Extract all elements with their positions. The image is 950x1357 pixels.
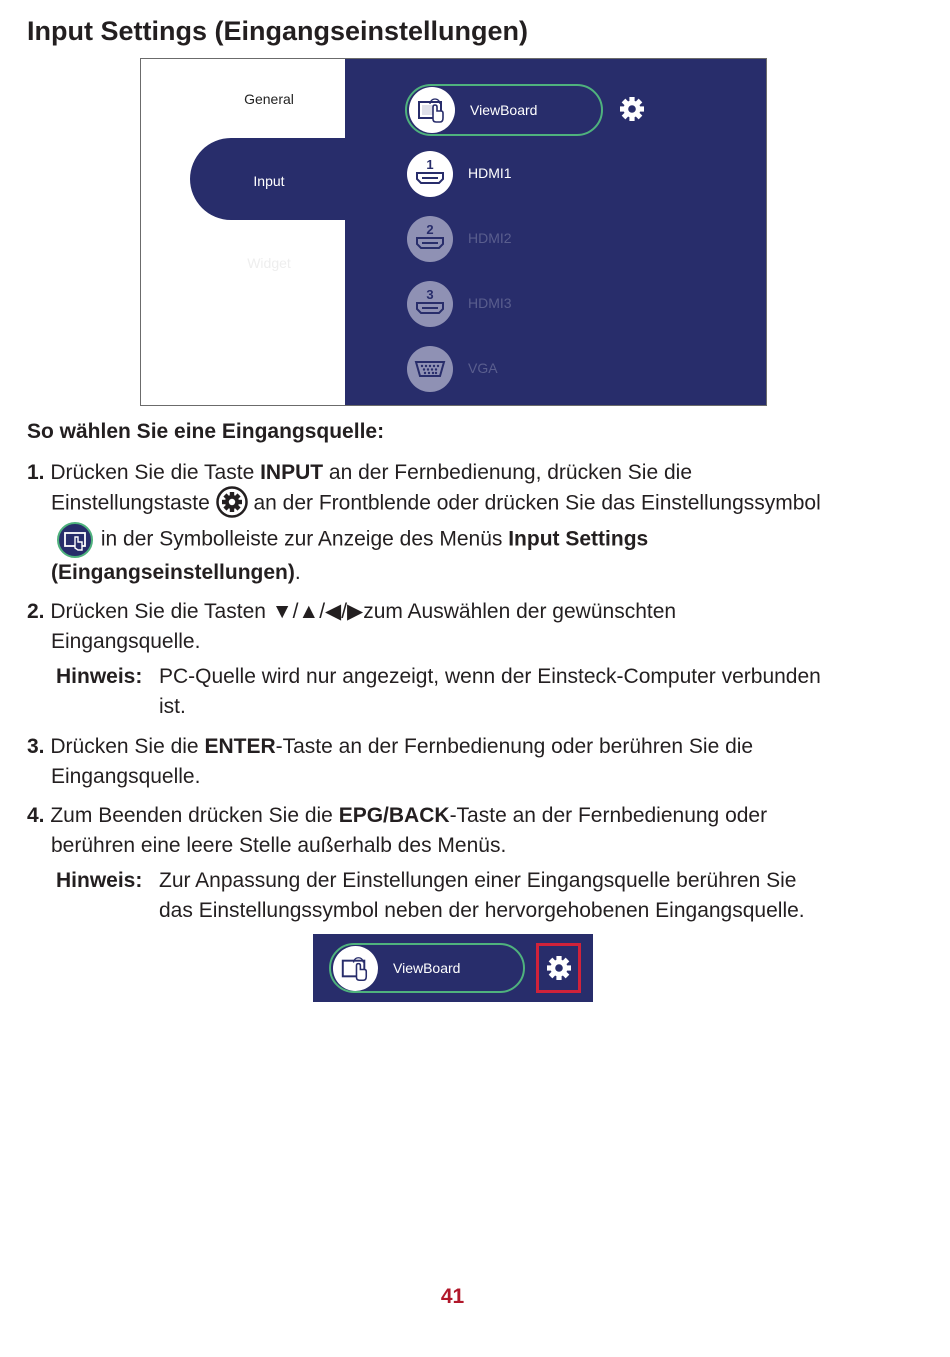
text: Drücken Sie die Taste	[50, 461, 261, 484]
note-label: Hinweis:	[56, 869, 143, 892]
hdmi-badge: 3	[426, 287, 434, 302]
tab-input[interactable]: Input	[253, 173, 285, 189]
text: in der Symbolleiste zur Anzeige des Menüs	[95, 527, 509, 551]
section-subheading: So wählen Sie eine Eingangsquelle:	[27, 420, 385, 443]
step-number: 4.	[27, 804, 45, 827]
text: an der Frontblende oder drücken Sie das Einstellungssymbol	[247, 491, 821, 515]
hdmi-icon	[407, 151, 453, 197]
key-name: INPUT	[260, 461, 324, 484]
separator: /	[319, 600, 326, 623]
step-2-line-1	[27, 597, 676, 627]
separator: /	[292, 600, 299, 623]
input-settings-screenshot	[140, 58, 767, 406]
settings-gear-icon[interactable]	[619, 96, 645, 122]
source-viewboard[interactable]	[329, 943, 525, 993]
hdmi-badge: 1	[426, 157, 434, 172]
source-label: HDMI3	[468, 295, 512, 311]
step-number: 1.	[27, 461, 45, 484]
step-number: 3.	[27, 735, 45, 758]
step-1-line-3	[51, 522, 648, 558]
source-label: VGA	[468, 360, 498, 376]
step-1-line-1	[27, 458, 692, 488]
source-hdmi1[interactable]	[405, 149, 601, 201]
text: zum Auswählen der gewünschten	[363, 600, 677, 623]
step-3-line-1	[27, 732, 753, 762]
source-label: ViewBoard	[470, 102, 538, 118]
page-number: 41	[440, 1285, 465, 1308]
viewboard-icon	[333, 946, 378, 991]
source-label: HDMI2	[468, 230, 512, 246]
key-name: ENTER	[204, 735, 276, 758]
page-title: Input Settings (Eingangseinstellungen)	[27, 16, 529, 46]
step-number: 2.	[27, 600, 45, 623]
separator: /	[341, 600, 348, 623]
arrow-down-icon: ▼	[271, 600, 293, 623]
menu-name: Input Settings	[508, 527, 649, 551]
settings-gear-icon[interactable]	[546, 955, 572, 981]
source-vga[interactable]	[405, 344, 601, 396]
source-label: ViewBoard	[393, 960, 461, 976]
settings-key-icon	[216, 486, 248, 518]
arrow-right-icon: ▶	[347, 600, 364, 623]
step-1-line-4	[51, 558, 301, 588]
text: an der Fernbedienung, drücken Sie die	[323, 461, 693, 484]
highlighted-source-screenshot	[313, 934, 593, 1002]
hdmi-icon	[407, 281, 453, 327]
step-1-line-2	[51, 488, 821, 520]
hdmi-icon	[407, 216, 453, 262]
source-hdmi2[interactable]	[405, 214, 601, 266]
tab-widget[interactable]: Widget	[247, 255, 291, 271]
text: -Taste an der Fernbedienung oder berühren Sie die	[275, 735, 754, 758]
text: Einstellungstaste	[51, 491, 216, 515]
source-hdmi3[interactable]	[405, 279, 601, 331]
step-4-line-1	[27, 801, 767, 831]
source-viewboard[interactable]	[405, 84, 603, 136]
text: Zum Beenden drücken Sie die	[50, 804, 339, 827]
note-1-line-1: PC-Quelle wird nur angezeigt, wenn der Einsteck-Computer verbunden	[159, 665, 821, 688]
note-2-line-2: das Einstellungssymbol neben der hervorgehobenen Eingangsquelle.	[159, 899, 805, 922]
text: Drücken Sie die Tasten	[50, 600, 272, 623]
tab-general[interactable]: General	[244, 91, 294, 107]
tab-shape	[141, 59, 345, 405]
note-label: Hinweis:	[56, 665, 143, 688]
viewboard-icon	[409, 87, 455, 133]
step-2-line-2: Eingangsquelle.	[51, 630, 201, 653]
vga-icon	[407, 346, 453, 392]
step-4-line-2: berühren eine leere Stelle außerhalb des Menüs.	[51, 834, 507, 857]
note-2-line-1: Zur Anpassung der Einstellungen einer Eingangsquelle berühren Sie	[159, 869, 797, 892]
text: Drücken Sie die	[50, 735, 205, 758]
source-label: HDMI1	[468, 165, 512, 181]
hdmi-badge: 2	[426, 222, 434, 237]
highlight-box	[536, 943, 581, 993]
key-name: EPG/BACK	[338, 804, 450, 827]
step-3-line-2: Eingangsquelle.	[51, 765, 201, 788]
text: .	[294, 561, 301, 584]
arrow-up-icon: ▲	[298, 600, 320, 623]
arrow-left-icon: ◀	[325, 600, 342, 623]
input-settings-toolbar-icon	[51, 522, 95, 558]
menu-name: (Eingangseinstellungen)	[51, 561, 295, 584]
text: -Taste an der Fernbedienung oder	[449, 804, 768, 827]
note-1-line-2: ist.	[159, 695, 186, 718]
